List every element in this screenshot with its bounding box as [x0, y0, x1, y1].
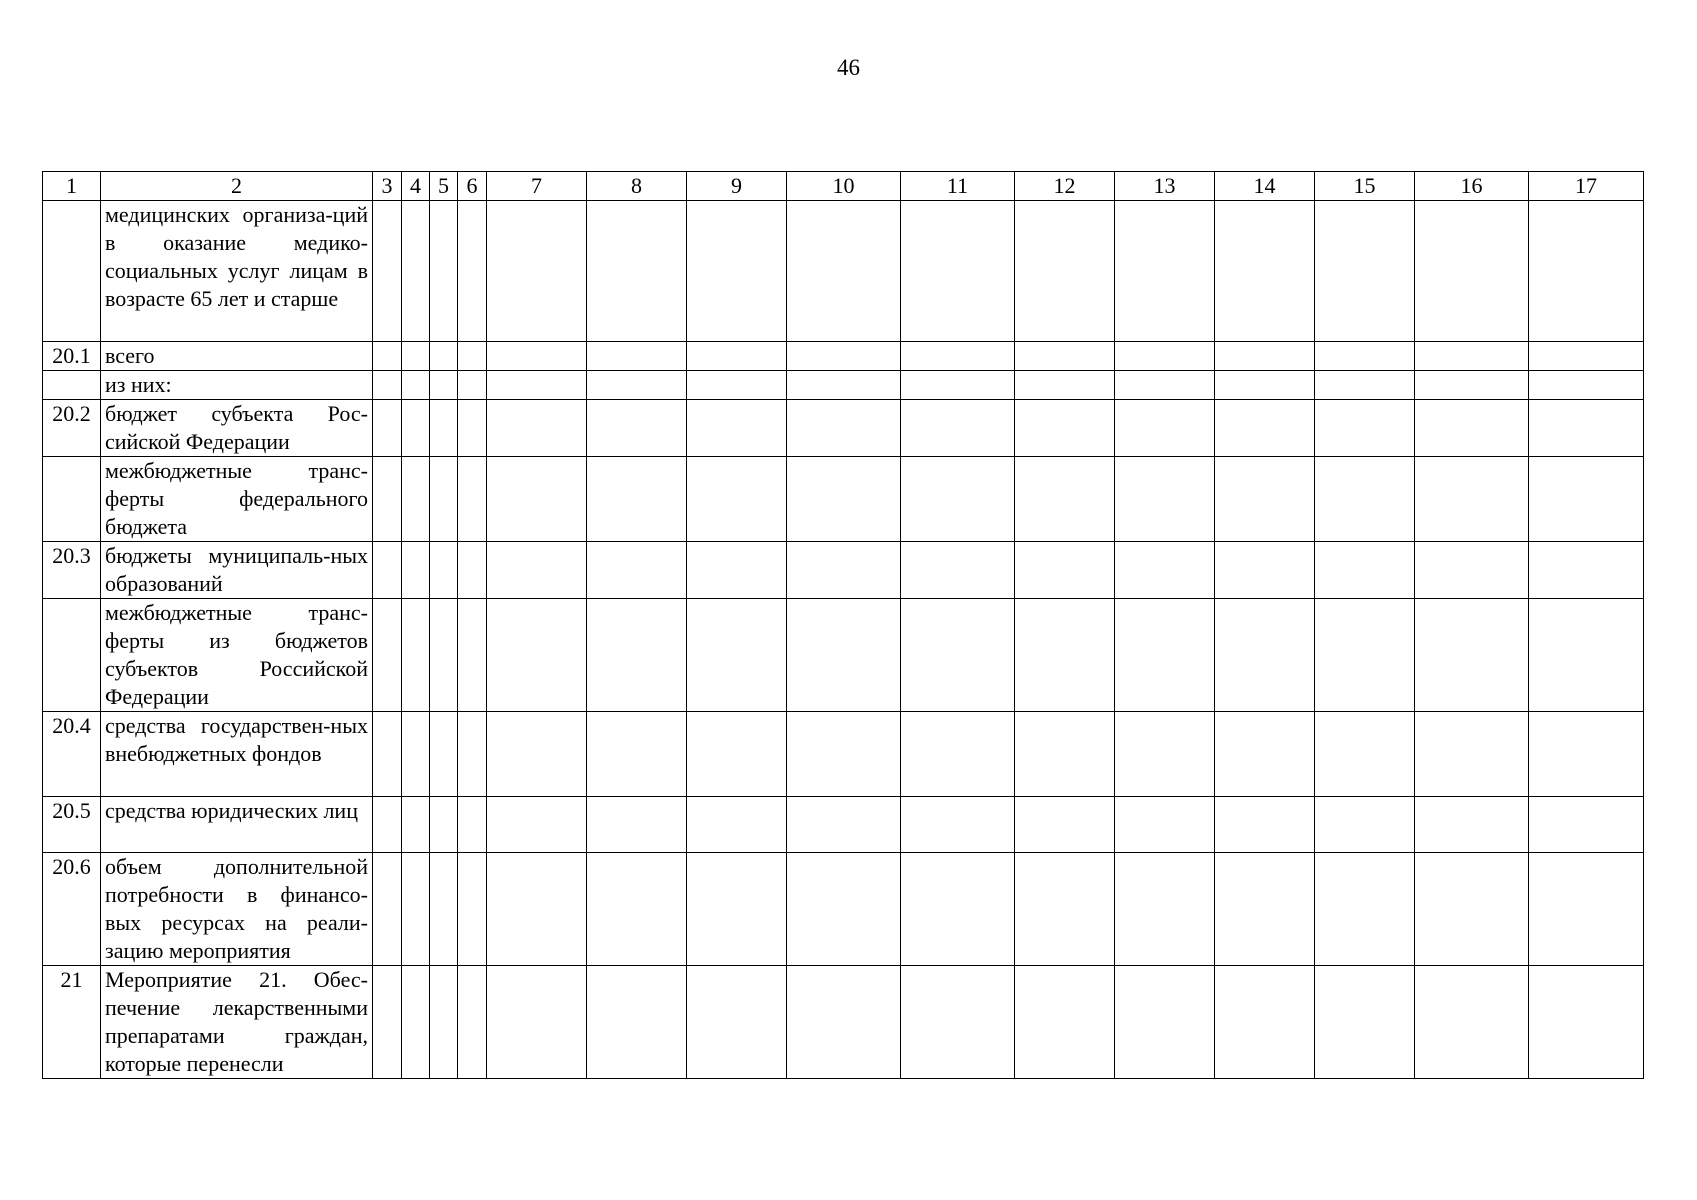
data-cell-col-14	[1215, 853, 1315, 966]
data-cell-col-17	[1529, 797, 1644, 853]
data-cell-col-5	[430, 342, 458, 371]
financing-table	[42, 171, 1644, 1079]
data-cell-col-4	[402, 342, 430, 371]
data-cell-col-12	[1015, 853, 1115, 966]
data-cell-col-3	[373, 542, 402, 599]
data-cell-col-9	[687, 457, 787, 542]
data-cell-col-17	[1529, 457, 1644, 542]
data-cell-col-8	[587, 457, 687, 542]
row-description-cell: медицинских организа-ций в оказание медико-социальных услуг лицам в возрасте 65 лет и старше	[101, 201, 373, 342]
data-cell-col-11	[901, 542, 1015, 599]
data-cell-col-3	[373, 342, 402, 371]
data-cell-col-15	[1315, 966, 1415, 1079]
data-cell-col-10	[787, 342, 901, 371]
data-cell-col-15	[1315, 371, 1415, 400]
data-cell-col-4	[402, 712, 430, 797]
data-cell-col-8	[587, 400, 687, 457]
data-cell-col-10	[787, 966, 901, 1079]
data-cell-col-6	[458, 966, 487, 1079]
data-cell-col-5	[430, 371, 458, 400]
data-cell-col-8	[587, 797, 687, 853]
data-cell-col-9	[687, 712, 787, 797]
row-description-cell: средства государствен-ных внебюджетных фондов	[101, 712, 373, 797]
data-cell-col-11	[901, 966, 1015, 1079]
data-cell-col-17	[1529, 371, 1644, 400]
data-cell-col-5	[430, 400, 458, 457]
data-cell-col-9	[687, 966, 787, 1079]
row-number-cell	[43, 201, 101, 342]
data-cell-col-4	[402, 853, 430, 966]
column-header-9: 9	[687, 172, 787, 201]
data-cell-col-17	[1529, 400, 1644, 457]
data-cell-col-5	[430, 853, 458, 966]
data-cell-col-4	[402, 201, 430, 342]
data-cell-col-9	[687, 797, 787, 853]
data-cell-col-7	[487, 853, 587, 966]
data-cell-col-12	[1015, 400, 1115, 457]
data-cell-col-16	[1415, 599, 1529, 712]
data-cell-col-13	[1115, 542, 1215, 599]
data-cell-col-17	[1529, 201, 1644, 342]
row-number-cell: 20.5	[43, 797, 101, 853]
column-header-17: 17	[1529, 172, 1644, 201]
data-cell-col-13	[1115, 201, 1215, 342]
data-cell-col-8	[587, 342, 687, 371]
data-cell-col-6	[458, 371, 487, 400]
row-description-cell: объем дополнительной потребности в финансо-вых ресурсах на реали-зацию мероприятия	[101, 853, 373, 966]
data-cell-col-9	[687, 201, 787, 342]
data-cell-col-6	[458, 457, 487, 542]
data-cell-col-12	[1015, 599, 1115, 712]
data-cell-col-15	[1315, 599, 1415, 712]
data-cell-col-15	[1315, 853, 1415, 966]
row-number-cell	[43, 371, 101, 400]
data-cell-col-3	[373, 201, 402, 342]
data-cell-col-12	[1015, 712, 1115, 797]
data-cell-col-12	[1015, 371, 1115, 400]
column-header-4: 4	[402, 172, 430, 201]
data-cell-col-10	[787, 201, 901, 342]
data-cell-col-7	[487, 371, 587, 400]
data-cell-col-3	[373, 599, 402, 712]
data-cell-col-11	[901, 342, 1015, 371]
table-row	[43, 966, 1644, 1079]
column-number-header-row	[43, 172, 1644, 201]
data-cell-col-9	[687, 371, 787, 400]
data-cell-col-10	[787, 712, 901, 797]
data-cell-col-6	[458, 400, 487, 457]
data-cell-col-13	[1115, 457, 1215, 542]
data-cell-col-6	[458, 201, 487, 342]
data-cell-col-9	[687, 342, 787, 371]
column-header-14: 14	[1215, 172, 1315, 201]
data-cell-col-6	[458, 712, 487, 797]
data-cell-col-11	[901, 599, 1015, 712]
data-cell-col-3	[373, 712, 402, 797]
row-description-cell: из них:	[101, 371, 373, 400]
table-row	[43, 853, 1644, 966]
data-cell-col-13	[1115, 712, 1215, 797]
data-cell-col-10	[787, 599, 901, 712]
table-row	[43, 712, 1644, 797]
table-row	[43, 400, 1644, 457]
data-cell-col-15	[1315, 342, 1415, 371]
column-header-10: 10	[787, 172, 901, 201]
data-cell-col-7	[487, 457, 587, 542]
data-cell-col-14	[1215, 400, 1315, 457]
data-cell-col-14	[1215, 201, 1315, 342]
data-cell-col-8	[587, 712, 687, 797]
data-cell-col-11	[901, 797, 1015, 853]
column-header-5: 5	[430, 172, 458, 201]
column-header-3: 3	[373, 172, 402, 201]
data-cell-col-5	[430, 797, 458, 853]
data-cell-col-14	[1215, 712, 1315, 797]
data-cell-col-5	[430, 201, 458, 342]
data-cell-col-11	[901, 371, 1015, 400]
data-cell-col-16	[1415, 797, 1529, 853]
data-cell-col-6	[458, 853, 487, 966]
table-row	[43, 342, 1644, 371]
data-cell-col-4	[402, 457, 430, 542]
data-cell-col-7	[487, 599, 587, 712]
table-row	[43, 599, 1644, 712]
data-cell-col-14	[1215, 457, 1315, 542]
data-cell-col-5	[430, 457, 458, 542]
data-cell-col-5	[430, 966, 458, 1079]
data-cell-col-3	[373, 400, 402, 457]
row-number-cell	[43, 457, 101, 542]
table-row	[43, 542, 1644, 599]
table-row	[43, 201, 1644, 342]
data-cell-col-16	[1415, 342, 1529, 371]
data-cell-col-14	[1215, 542, 1315, 599]
row-number-cell: 21	[43, 966, 101, 1079]
data-cell-col-12	[1015, 797, 1115, 853]
data-cell-col-9	[687, 853, 787, 966]
row-description-cell: всего	[101, 342, 373, 371]
data-cell-col-13	[1115, 966, 1215, 1079]
data-cell-col-13	[1115, 371, 1215, 400]
data-cell-col-3	[373, 371, 402, 400]
data-cell-col-17	[1529, 542, 1644, 599]
data-cell-col-4	[402, 371, 430, 400]
data-cell-col-11	[901, 201, 1015, 342]
data-cell-col-7	[487, 400, 587, 457]
column-header-13: 13	[1115, 172, 1215, 201]
data-cell-col-15	[1315, 400, 1415, 457]
data-cell-col-14	[1215, 371, 1315, 400]
data-cell-col-16	[1415, 966, 1529, 1079]
data-cell-col-14	[1215, 342, 1315, 371]
data-cell-col-10	[787, 371, 901, 400]
data-cell-col-3	[373, 966, 402, 1079]
row-description-cell: бюджеты муниципаль-ных образований	[101, 542, 373, 599]
data-cell-col-10	[787, 400, 901, 457]
data-cell-col-3	[373, 853, 402, 966]
data-cell-col-16	[1415, 371, 1529, 400]
data-cell-col-17	[1529, 599, 1644, 712]
row-description-cell: межбюджетные транс-ферты из бюджетов субъектов Российской Федерации	[101, 599, 373, 712]
data-cell-col-16	[1415, 400, 1529, 457]
column-header-6: 6	[458, 172, 487, 201]
data-cell-col-12	[1015, 966, 1115, 1079]
data-cell-col-14	[1215, 966, 1315, 1079]
data-cell-col-15	[1315, 457, 1415, 542]
data-cell-col-4	[402, 797, 430, 853]
data-cell-col-8	[587, 542, 687, 599]
data-cell-col-13	[1115, 853, 1215, 966]
data-cell-col-10	[787, 542, 901, 599]
page-number: 46	[837, 55, 860, 80]
data-cell-col-8	[587, 966, 687, 1079]
table-row	[43, 371, 1644, 400]
data-cell-col-10	[787, 457, 901, 542]
column-header-8: 8	[587, 172, 687, 201]
data-cell-col-4	[402, 599, 430, 712]
data-cell-col-16	[1415, 457, 1529, 542]
data-cell-col-3	[373, 797, 402, 853]
data-cell-col-16	[1415, 712, 1529, 797]
data-cell-col-9	[687, 599, 787, 712]
data-cell-col-8	[587, 371, 687, 400]
data-cell-col-5	[430, 542, 458, 599]
data-cell-col-12	[1015, 201, 1115, 342]
data-cell-col-8	[587, 201, 687, 342]
data-cell-col-12	[1015, 342, 1115, 371]
data-cell-col-17	[1529, 342, 1644, 371]
data-cell-col-13	[1115, 797, 1215, 853]
data-cell-col-6	[458, 797, 487, 853]
data-cell-col-16	[1415, 542, 1529, 599]
row-number-cell	[43, 599, 101, 712]
column-header-2: 2	[101, 172, 373, 201]
column-header-7: 7	[487, 172, 587, 201]
data-cell-col-12	[1015, 457, 1115, 542]
data-cell-col-11	[901, 400, 1015, 457]
data-cell-col-16	[1415, 201, 1529, 342]
row-description-cell: бюджет субъекта Рос-сийской Федерации	[101, 400, 373, 457]
row-number-cell: 20.3	[43, 542, 101, 599]
data-cell-col-4	[402, 400, 430, 457]
data-cell-col-10	[787, 797, 901, 853]
data-cell-col-17	[1529, 712, 1644, 797]
data-cell-col-8	[587, 599, 687, 712]
data-cell-col-7	[487, 342, 587, 371]
table-body	[43, 201, 1644, 1079]
row-number-cell: 20.6	[43, 853, 101, 966]
column-header-15: 15	[1315, 172, 1415, 201]
column-header-1: 1	[43, 172, 101, 201]
table-row	[43, 797, 1644, 853]
data-cell-col-7	[487, 797, 587, 853]
data-cell-col-15	[1315, 201, 1415, 342]
data-cell-col-6	[458, 542, 487, 599]
data-cell-col-6	[458, 342, 487, 371]
data-cell-col-8	[587, 853, 687, 966]
data-cell-col-5	[430, 599, 458, 712]
data-cell-col-15	[1315, 797, 1415, 853]
data-cell-col-4	[402, 542, 430, 599]
row-number-cell: 20.2	[43, 400, 101, 457]
data-cell-col-11	[901, 712, 1015, 797]
data-cell-col-9	[687, 542, 787, 599]
column-header-12: 12	[1015, 172, 1115, 201]
data-cell-col-14	[1215, 797, 1315, 853]
data-cell-col-15	[1315, 712, 1415, 797]
table-row	[43, 457, 1644, 542]
row-number-cell: 20.1	[43, 342, 101, 371]
data-cell-col-13	[1115, 342, 1215, 371]
data-cell-col-7	[487, 201, 587, 342]
column-header-11: 11	[901, 172, 1015, 201]
data-cell-col-3	[373, 457, 402, 542]
data-cell-col-9	[687, 400, 787, 457]
row-description-cell: средства юридических лиц	[101, 797, 373, 853]
data-cell-col-6	[458, 599, 487, 712]
data-cell-col-7	[487, 966, 587, 1079]
data-cell-col-7	[487, 542, 587, 599]
data-cell-col-5	[430, 712, 458, 797]
data-cell-col-14	[1215, 599, 1315, 712]
data-cell-col-16	[1415, 853, 1529, 966]
data-cell-col-17	[1529, 853, 1644, 966]
data-cell-col-13	[1115, 599, 1215, 712]
data-cell-col-12	[1015, 542, 1115, 599]
data-cell-col-11	[901, 853, 1015, 966]
data-cell-col-11	[901, 457, 1015, 542]
data-cell-col-13	[1115, 400, 1215, 457]
data-cell-col-15	[1315, 542, 1415, 599]
data-cell-col-4	[402, 966, 430, 1079]
data-cell-col-17	[1529, 966, 1644, 1079]
row-description-cell: межбюджетные транс-ферты федерального бюджета	[101, 457, 373, 542]
data-cell-col-10	[787, 853, 901, 966]
data-cell-col-7	[487, 712, 587, 797]
column-header-16: 16	[1415, 172, 1529, 201]
row-description-cell: Мероприятие 21. Обес-печение лекарственными препаратами граждан, которые перенесли	[101, 966, 373, 1079]
row-number-cell: 20.4	[43, 712, 101, 797]
